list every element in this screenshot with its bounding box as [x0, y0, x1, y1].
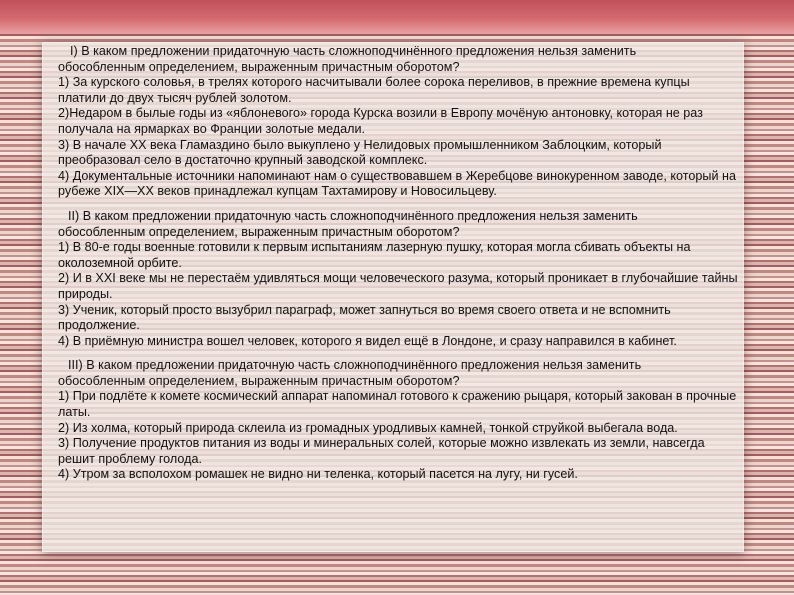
question-3-option-3: 3) Получение продуктов питания из воды и минеральных солей, которые можно извлекать из земли, навсегда решит проблему голода.	[58, 436, 705, 466]
question-2-option-1: 1) В 80-е годы военные готовили к первым испытаниям лазерную пушку, которая могла сбивать объекты на околоземной орбите.	[58, 240, 691, 270]
question-2-option-4: 4) В приёмную министра вошел человек, которого я видел ещё в Лондоне, и сразу направился в кабинет.	[58, 333, 677, 348]
question-2-option-3: 3) Ученик, который просто вызубрил параграф, может запнуться во время своего ответа и не вспомнить продолжение.	[58, 302, 671, 333]
question-block-2	[58, 209, 738, 349]
spacer	[58, 349, 738, 358]
question-1-title-line-2: обособленным определением, выраженным причастным оборотом?	[58, 59, 460, 74]
question-1-option-1: 1) За курского соловья, в трелях которого насчитывали более сорока переливов, в прежние времена купцы платили до двух тысяч рублей золотом.	[58, 75, 690, 105]
question-2-option-2: 2) И в XXI веке мы не перестаём удивляться мощи человеческого разума, который проникает в глубочайшие тайны природы.	[58, 271, 738, 301]
question-1-option-2: 2)Недаром в былые годы из «яблоневого» города Курска возили в Европу мочёную антоновку, которая не раз получала на ярмарках во Франции золотые медали.	[58, 106, 703, 136]
question-1-option-4: 4) Документальные источники напоминают нам о существовавшем в Жеребцове винокуренном заводе, который на рубеже XIX—XX веков принадлежал купцам Тахтамирову и Новосильцеву.	[58, 168, 736, 199]
spacer	[58, 200, 738, 209]
question-3-option-1: 1) При подлёте к комете космический аппарат напоминал готового к сражению рыцаря, который закован в прочные латы.	[58, 389, 737, 420]
question-1-title-line-1: I) В каком предложении придаточную часть сложноподчинённого предложения нельзя заменить	[70, 44, 637, 58]
question-block-1	[58, 44, 738, 200]
question-3-title-line-1: III) В каком предложении придаточную часть сложноподчинённого предложения нельзя заменить	[68, 358, 642, 373]
question-2-title-line-1: II) В каком предложении придаточную часть сложноподчинённого предложения нельзя заменить	[68, 208, 638, 223]
slide-content	[58, 44, 738, 483]
background-top-band	[0, 0, 794, 34]
question-block-3	[58, 358, 738, 483]
question-3-option-4: 4) Утром за всполохом ромашек не видно ни теленка, который пасется на лугу, ни гусей.	[58, 467, 578, 482]
question-3-option-2: 2) Из холма, который природа склеила из громадных уродливых камней, тонкой струйкой выбегала вода.	[58, 420, 678, 435]
question-3-title-line-2: обособленным определением, выраженным причастным оборотом?	[58, 373, 460, 388]
question-1-option-3: 3) В начале XX века Гламаздино было выкуплено у Нелидовых промышленником Заблоцким, который преобразовал село в достаточно крупный заводской комплекс.	[58, 137, 662, 168]
question-2-title-line-2: обособленным определением, выраженным причастным оборотом?	[58, 224, 460, 239]
